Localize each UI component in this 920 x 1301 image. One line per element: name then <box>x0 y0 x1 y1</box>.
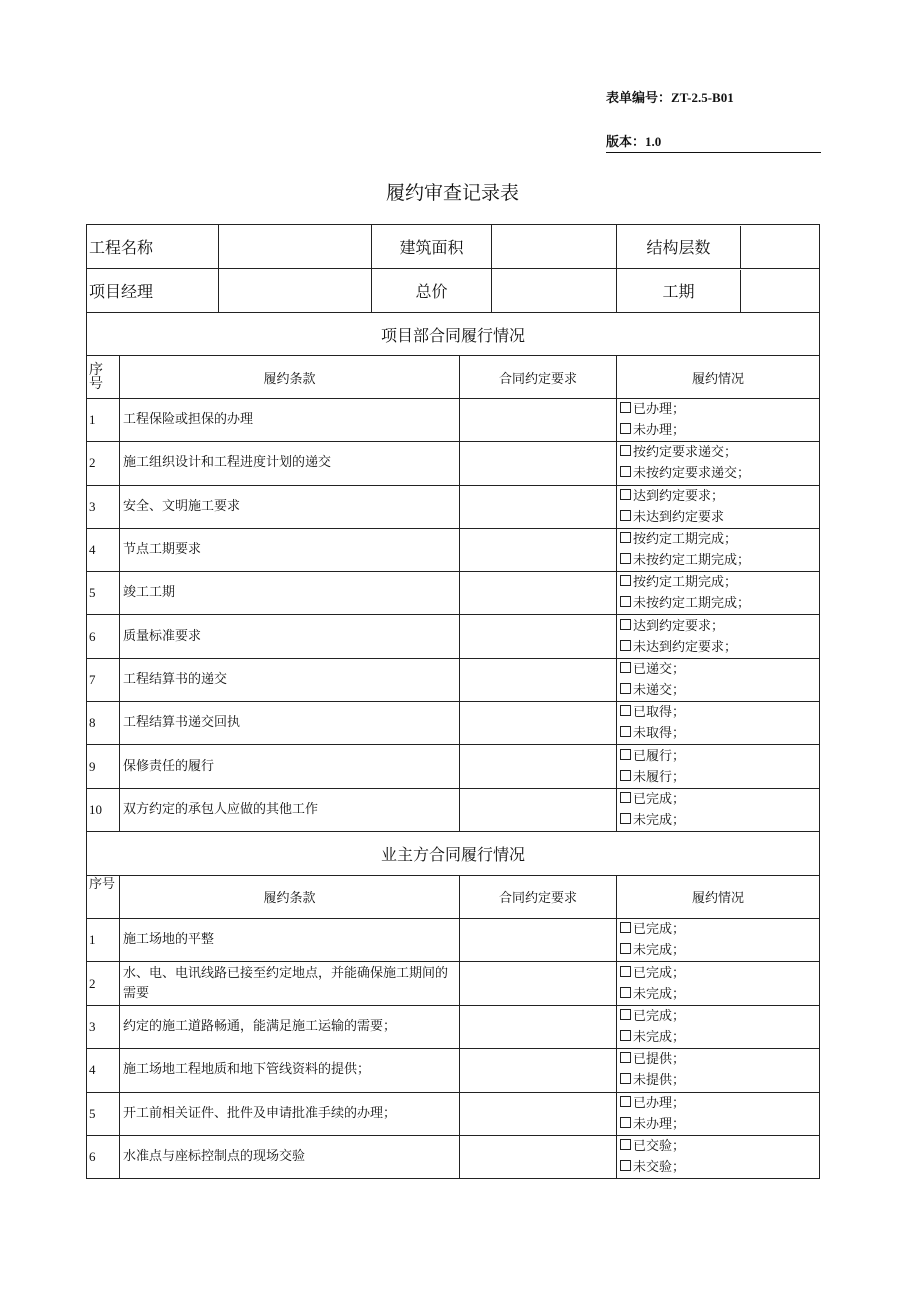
s2-row <box>87 918 820 961</box>
row-seq: 4 <box>87 1049 120 1092</box>
checkbox-icon[interactable] <box>620 770 631 781</box>
option-label: 按约定要求递交； <box>633 445 738 461</box>
row-requirement[interactable] <box>460 1092 617 1135</box>
checkbox-icon[interactable] <box>620 662 631 673</box>
status-option-2[interactable] <box>620 420 816 441</box>
s1-row <box>87 702 820 745</box>
option-label: 未交验； <box>633 1160 686 1176</box>
row-clause: 施工场地工程地质和地下管线资料的提供； <box>120 1049 460 1092</box>
row-clause: 开工前相关证件、批件及申请批准手续的办理； <box>120 1092 460 1135</box>
row-clause: 保修责任的履行 <box>120 745 460 788</box>
checkbox-icon[interactable] <box>620 943 631 954</box>
s2-row <box>87 1005 820 1048</box>
row-seq: 3 <box>87 485 120 528</box>
row-clause: 安全、文明施工要求 <box>120 485 460 528</box>
status-option-1[interactable] <box>620 1006 816 1027</box>
checkbox-icon[interactable] <box>620 1073 631 1084</box>
project-name-label: 工程名称 <box>87 225 219 269</box>
section1-clause-header: 履约条款 <box>120 356 460 399</box>
form-number: 表单编号：ZT-2.5-B01 <box>606 90 734 105</box>
checkbox-icon[interactable] <box>620 966 631 977</box>
option-label: 未按约定工期完成； <box>633 553 751 569</box>
row-clause: 节点工期要求 <box>120 528 460 571</box>
checkbox-icon[interactable] <box>620 619 631 630</box>
checkbox-icon[interactable] <box>620 813 631 824</box>
option-label: 未履行； <box>633 769 686 785</box>
option-label: 达到约定要求； <box>633 618 725 634</box>
row-seq: 8 <box>87 702 120 745</box>
option-label: 已完成； <box>633 965 686 981</box>
s1-row <box>87 528 820 571</box>
option-label: 未办理； <box>633 1116 686 1132</box>
checkbox-icon[interactable] <box>620 445 631 456</box>
option-label: 未完成； <box>633 1029 686 1045</box>
checkbox-icon[interactable] <box>620 683 631 694</box>
checkbox-icon[interactable] <box>620 1030 631 1041</box>
option-label: 按约定工期完成； <box>633 532 738 548</box>
s1-row <box>87 442 820 485</box>
checkbox-icon[interactable] <box>620 1096 631 1107</box>
option-label: 未完成； <box>633 812 686 828</box>
status-option-1[interactable] <box>620 789 816 810</box>
s1-row <box>87 399 820 442</box>
row-status <box>617 399 820 442</box>
row-requirement[interactable] <box>460 745 617 788</box>
checkbox-icon[interactable] <box>620 705 631 716</box>
option-label: 已提供； <box>633 1052 686 1068</box>
checkbox-icon[interactable] <box>620 489 631 500</box>
row-seq: 4 <box>87 528 120 571</box>
status-option-1[interactable] <box>620 529 816 550</box>
section2-title: 业主方合同履行情况 <box>87 831 820 875</box>
s2-row <box>87 1092 820 1135</box>
status-option-2[interactable] <box>620 1070 816 1091</box>
row-requirement[interactable] <box>460 572 617 615</box>
s2-row <box>87 1135 820 1178</box>
option-label: 已交验； <box>633 1139 686 1155</box>
option-label: 已履行； <box>633 748 686 764</box>
s1-row <box>87 615 820 658</box>
row-clause: 工程结算书递交回执 <box>120 702 460 745</box>
section1-requirement-header: 合同约定要求 <box>460 356 617 399</box>
row-requirement[interactable] <box>460 918 617 961</box>
row-seq: 5 <box>87 1092 120 1135</box>
s1-row <box>87 745 820 788</box>
s1-row <box>87 788 820 831</box>
section2-requirement-header: 合同约定要求 <box>460 875 617 918</box>
checkbox-icon[interactable] <box>620 532 631 543</box>
row-clause: 施工场地的平整 <box>120 918 460 961</box>
row-seq: 6 <box>87 1135 120 1178</box>
checkbox-icon[interactable] <box>620 402 631 413</box>
status-option-2[interactable] <box>620 984 816 1005</box>
row-seq: 5 <box>87 572 120 615</box>
checkbox-icon[interactable] <box>620 726 631 737</box>
manager-label: 项目经理 <box>87 269 219 313</box>
checkbox-icon[interactable] <box>620 1160 631 1171</box>
row-requirement[interactable] <box>460 1005 617 1048</box>
option-label: 按约定工期完成； <box>633 575 738 591</box>
status-option-2[interactable] <box>620 637 816 658</box>
section2-clause-header: 履约条款 <box>120 875 460 918</box>
row-status <box>617 788 820 831</box>
s1-row <box>87 572 820 615</box>
status-option-1[interactable] <box>620 702 816 723</box>
row-requirement[interactable] <box>460 1135 617 1178</box>
row-seq: 10 <box>87 788 120 831</box>
row-seq: 1 <box>87 399 120 442</box>
row-requirement[interactable] <box>460 658 617 701</box>
status-option-2[interactable] <box>620 593 816 614</box>
section1-status-header: 履约情况 <box>617 356 820 399</box>
option-label: 达到约定要求； <box>633 488 725 504</box>
status-option-1[interactable] <box>620 919 816 940</box>
s2-row <box>87 1049 820 1092</box>
row-status <box>617 572 820 615</box>
checkbox-icon[interactable] <box>620 466 631 477</box>
row-requirement[interactable] <box>460 442 617 485</box>
status-option-2[interactable] <box>620 940 816 961</box>
checkbox-icon[interactable] <box>620 510 631 521</box>
row-clause: 水、电、电讯线路已接至约定地点，并能确保施工期间的需要 <box>120 962 460 1005</box>
option-label: 未提供； <box>633 1073 686 1089</box>
option-label: 未达到约定要求； <box>633 639 738 655</box>
section1-title: 项目部合同履行情况 <box>87 313 820 356</box>
status-option-1[interactable] <box>620 963 816 984</box>
option-label: 未取得； <box>633 726 686 742</box>
row-status <box>617 528 820 571</box>
row-status <box>617 962 820 1005</box>
duration-label: 工期 <box>617 270 741 312</box>
row-status <box>617 702 820 745</box>
option-label: 未递交； <box>633 682 686 698</box>
total-price-field[interactable] <box>492 269 617 313</box>
option-label: 未完成； <box>633 986 686 1002</box>
s1-row <box>87 485 820 528</box>
row-status <box>617 658 820 701</box>
option-label: 未完成； <box>633 943 686 959</box>
status-option-2[interactable] <box>620 680 816 701</box>
row-status <box>617 615 820 658</box>
option-label: 已办理； <box>633 402 686 418</box>
row-status <box>617 918 820 961</box>
floors-field[interactable] <box>741 226 819 268</box>
s2-row <box>87 962 820 1005</box>
checkbox-icon[interactable] <box>620 1009 631 1020</box>
checkbox-icon[interactable] <box>620 1139 631 1150</box>
option-label: 已完成； <box>633 922 686 938</box>
section1-seq-header <box>87 356 120 399</box>
option-label: 已完成； <box>633 791 686 807</box>
row-seq: 7 <box>87 658 120 701</box>
checkbox-icon[interactable] <box>620 1052 631 1063</box>
status-option-1[interactable] <box>620 659 816 680</box>
checkbox-icon[interactable] <box>620 640 631 651</box>
floors-label: 结构层数 <box>617 226 741 268</box>
duration-field[interactable] <box>741 270 819 312</box>
row-status <box>617 442 820 485</box>
status-option-2[interactable] <box>620 1027 816 1048</box>
duration-cell <box>617 269 820 313</box>
status-option-2[interactable] <box>620 1157 816 1178</box>
status-option-1[interactable] <box>620 399 816 420</box>
option-label: 未达到约定要求 <box>633 509 725 525</box>
status-option-1[interactable] <box>620 746 816 767</box>
checkbox-icon[interactable] <box>620 987 631 998</box>
project-name-field[interactable] <box>219 225 372 269</box>
section2-seq-header: 序号 <box>87 875 120 918</box>
area-field[interactable] <box>492 225 617 269</box>
status-option-2[interactable] <box>620 507 816 528</box>
row-seq: 9 <box>87 745 120 788</box>
row-requirement[interactable] <box>460 702 617 745</box>
option-label: 已办理； <box>633 1095 686 1111</box>
status-option-2[interactable] <box>620 463 816 484</box>
option-label: 未办理； <box>633 423 686 439</box>
row-seq: 1 <box>87 918 120 961</box>
status-option-1[interactable] <box>620 1049 816 1070</box>
option-label: 未按约定要求递交； <box>633 466 751 482</box>
section2-status-header: 履约情况 <box>617 875 820 918</box>
row-clause: 工程保险或担保的办理 <box>120 399 460 442</box>
row-status <box>617 485 820 528</box>
floors-cell <box>617 225 820 269</box>
status-option-1[interactable] <box>620 1136 816 1157</box>
checkbox-icon[interactable] <box>620 553 631 564</box>
option-label: 已取得； <box>633 705 686 721</box>
checkbox-icon[interactable] <box>620 749 631 760</box>
checkbox-icon[interactable] <box>620 1117 631 1128</box>
row-clause: 约定的施工道路畅通，能满足施工运输的需要； <box>120 1005 460 1048</box>
status-option-1[interactable] <box>620 442 816 463</box>
manager-field[interactable] <box>219 269 372 313</box>
status-option-1[interactable] <box>620 1093 816 1114</box>
page-title: 履约审查记录表 <box>385 182 519 204</box>
option-label: 已递交； <box>633 661 686 677</box>
row-seq: 2 <box>87 442 120 485</box>
row-clause: 工程结算书的递交 <box>120 658 460 701</box>
row-seq: 6 <box>87 615 120 658</box>
row-requirement[interactable] <box>460 399 617 442</box>
option-label: 未按约定工期完成； <box>633 596 751 612</box>
row-seq: 2 <box>87 962 120 1005</box>
row-status <box>617 1005 820 1048</box>
status-option-2[interactable] <box>620 810 816 831</box>
row-status <box>617 1092 820 1135</box>
status-option-2[interactable] <box>620 1114 816 1135</box>
row-requirement[interactable] <box>460 615 617 658</box>
row-clause: 竣工工期 <box>120 572 460 615</box>
checkbox-icon[interactable] <box>620 596 631 607</box>
row-clause: 水准点与座标控制点的现场交验 <box>120 1135 460 1178</box>
row-status <box>617 745 820 788</box>
row-clause: 质量标准要求 <box>120 615 460 658</box>
checkbox-icon[interactable] <box>620 922 631 933</box>
row-requirement[interactable] <box>460 962 617 1005</box>
status-option-2[interactable] <box>620 767 816 788</box>
option-label: 已完成； <box>633 1008 686 1024</box>
section1-seq-header-text: 序号 <box>89 362 103 392</box>
row-requirement[interactable] <box>460 1049 617 1092</box>
status-option-2[interactable] <box>620 723 816 744</box>
status-option-1[interactable] <box>620 616 816 637</box>
status-option-1[interactable] <box>620 486 816 507</box>
version-label: 版本：1.0 <box>606 131 821 153</box>
checkbox-icon[interactable] <box>620 792 631 803</box>
row-seq: 3 <box>87 1005 120 1048</box>
review-table <box>86 224 820 1179</box>
checkbox-icon[interactable] <box>620 423 631 434</box>
status-option-2[interactable] <box>620 550 816 571</box>
total-price-label: 总价 <box>372 269 492 313</box>
row-clause: 施工组织设计和工程进度计划的递交 <box>120 442 460 485</box>
row-requirement[interactable] <box>460 788 617 831</box>
status-option-1[interactable] <box>620 572 816 593</box>
checkbox-icon[interactable] <box>620 575 631 586</box>
s1-row <box>87 658 820 701</box>
row-clause: 双方约定的承包人应做的其他工作 <box>120 788 460 831</box>
row-requirement[interactable] <box>460 528 617 571</box>
row-status <box>617 1135 820 1178</box>
row-requirement[interactable] <box>460 485 617 528</box>
area-label: 建筑面积 <box>372 225 492 269</box>
row-status <box>617 1049 820 1092</box>
